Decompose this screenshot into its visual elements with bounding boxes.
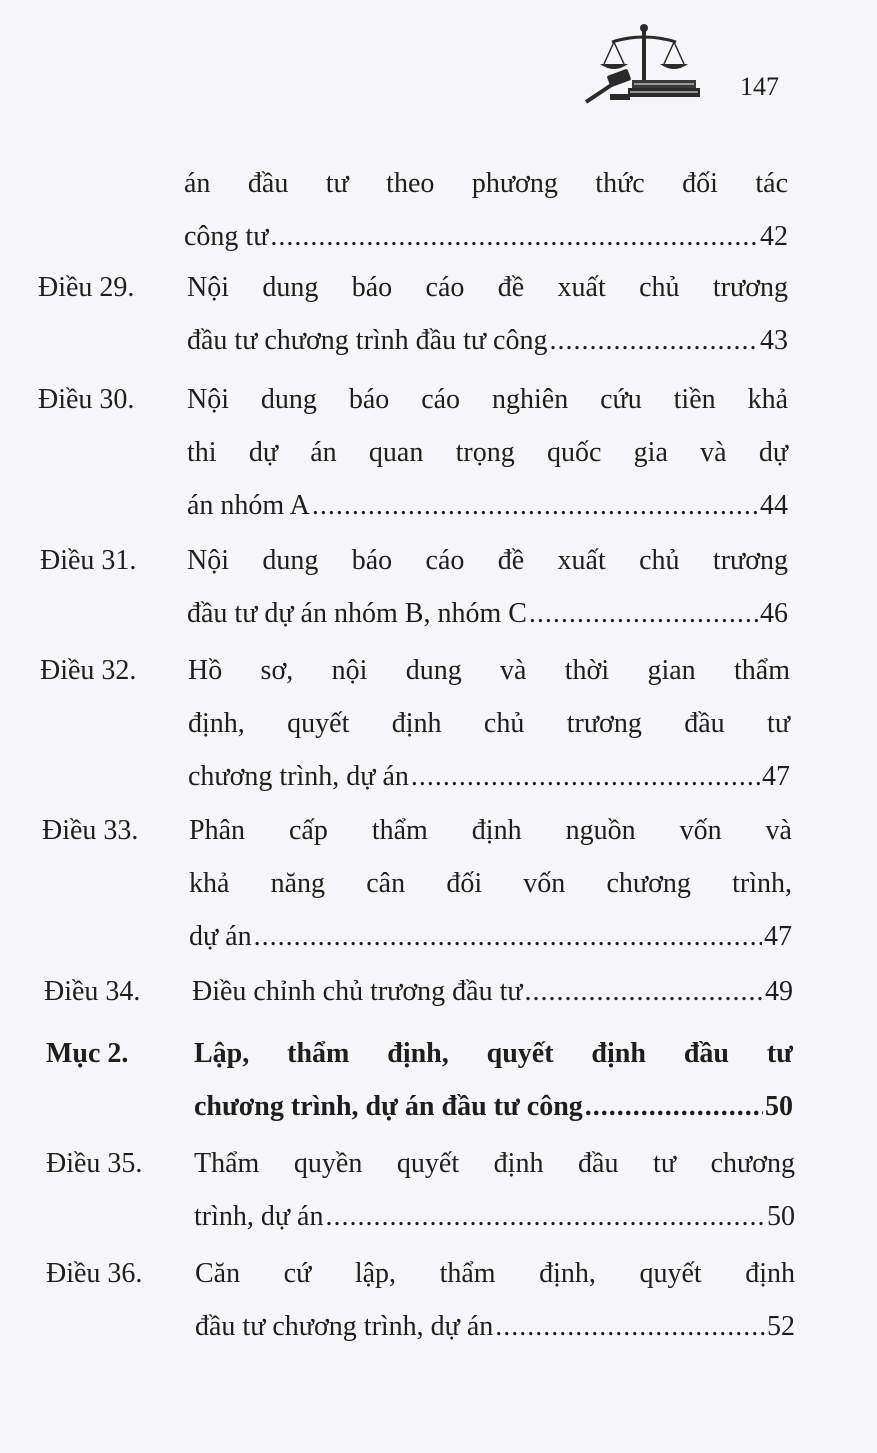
- toc-entry-page: 46: [760, 598, 788, 629]
- toc-entry-title-line: thi dự án quan trọng quốc gia và dự: [187, 437, 788, 468]
- toc-entry-label: Điều 32.: [40, 655, 137, 686]
- toc-entry-title-line: công tư ..... 42: [184, 221, 788, 253]
- toc-entry-label: Điều 35.: [46, 1148, 143, 1179]
- toc-entry-title-line: dự án ..... 47: [189, 921, 792, 953]
- toc-entry-page: 52: [767, 1311, 795, 1342]
- leader-dots: [585, 1091, 763, 1123]
- toc-entry-label: Mục 2.: [46, 1038, 129, 1069]
- toc-entry-title-line: Nội dung báo cáo nghiên cứu tiền khả: [187, 384, 788, 415]
- toc-entry-page: 49: [765, 976, 793, 1007]
- toc-entry-title-line: Hồ sơ, nội dung và thời gian thẩm: [188, 655, 790, 686]
- toc-entry-title-line: trình, dự án ..... 50: [194, 1201, 795, 1233]
- leader-dots: [495, 1311, 765, 1343]
- toc-entry-page: 47: [762, 761, 790, 792]
- toc-entry-label: Điều 33.: [42, 815, 139, 846]
- toc-entry-title-line: Nội dung báo cáo đề xuất chủ trương: [187, 545, 788, 576]
- toc-entry-title-line: Điều chỉnh chủ trương đầu tư ..... 49: [192, 976, 793, 1008]
- leader-dots: [550, 325, 759, 357]
- toc-entry-title-line: án đầu tư theo phương thức đối tác: [184, 168, 788, 199]
- toc-entry-title-line: đầu tư chương trình, dự án ..... 52: [195, 1311, 795, 1343]
- toc-entry-page: 42: [760, 221, 788, 252]
- toc-entry-title-line: Căn cứ lập, thẩm định, quyết định: [195, 1258, 795, 1289]
- page-number: 147: [740, 72, 779, 101]
- leader-dots: [525, 976, 763, 1008]
- toc-entry-title-line: Lập, thẩm định, quyết định đầu tư: [194, 1038, 793, 1069]
- toc-entry-title-line: đầu tư chương trình đầu tư công ..... 43: [187, 325, 788, 357]
- toc-entry-title-line: Phân cấp thẩm định nguồn vốn và: [189, 815, 792, 846]
- toc-entry-title-line: án nhóm A ..... 44: [187, 490, 788, 522]
- scales-of-justice-gavel-icon: [582, 20, 706, 108]
- toc-entry-title-line: đầu tư dự án nhóm B, nhóm C ..... 46: [187, 598, 788, 630]
- toc-entry-title-line: định, quyết định chủ trương đầu tư: [188, 708, 790, 739]
- leader-dots: [270, 221, 758, 253]
- toc-entry-title-line: chương trình, dự án đầu tư công ..... 50: [194, 1091, 793, 1123]
- toc-entry-label: Điều 31.: [40, 545, 137, 576]
- toc-entry-label: Điều 34.: [44, 976, 141, 1007]
- toc-entry-title-line: khả năng cân đối vốn chương trình,: [189, 868, 792, 899]
- toc-entry-page: 50: [767, 1201, 795, 1232]
- toc-entry-label: Điều 36.: [46, 1258, 143, 1289]
- leader-dots: [254, 921, 762, 953]
- leader-dots: [326, 1201, 766, 1233]
- toc-entry-title-line: Thẩm quyền quyết định đầu tư chương: [194, 1148, 795, 1179]
- leader-dots: [529, 598, 758, 630]
- toc-entry-title-line: Nội dung báo cáo đề xuất chủ trương: [187, 272, 788, 303]
- leader-dots: [411, 761, 760, 793]
- toc-entry-title-line: chương trình, dự án ..... 47: [188, 761, 790, 793]
- toc-entry-page: 47: [764, 921, 792, 952]
- toc-entry-label: Điều 30.: [38, 384, 135, 415]
- toc-entry-page: 43: [760, 325, 788, 356]
- leader-dots: [312, 490, 758, 522]
- toc-entry-label: Điều 29.: [38, 272, 135, 303]
- toc-entry-page: 44: [760, 490, 788, 521]
- toc-entry-page: 50: [765, 1091, 793, 1122]
